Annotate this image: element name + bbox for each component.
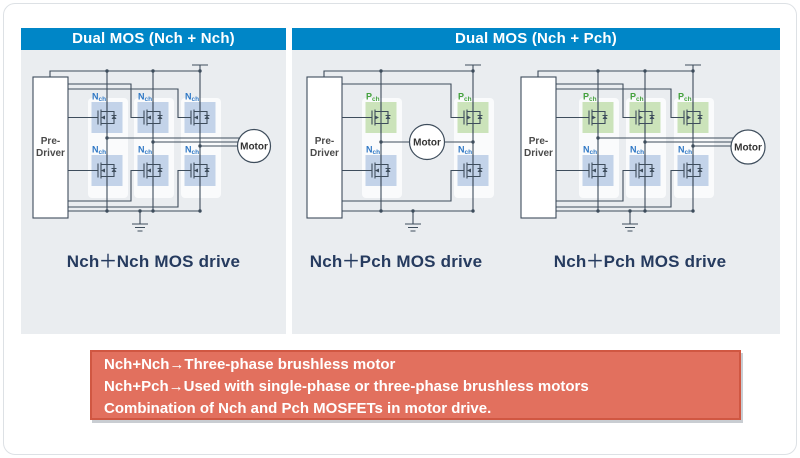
junction-dot [643, 69, 646, 72]
nch-label: Nch [92, 144, 107, 156]
junction-dot [138, 209, 141, 212]
circuit-caption: Nch＋Pch MOS drive [309, 252, 483, 271]
panel-body-nch-nch [21, 50, 286, 334]
junction-dot [105, 69, 108, 72]
junction-dot [471, 69, 474, 72]
nch-label: Nch [138, 144, 153, 156]
note-line: Nch+Nch→Three-phase brushless motor [104, 356, 396, 373]
nch-label: Nch [138, 91, 153, 103]
junction-dot [105, 209, 108, 212]
circuit-caption: Nch＋Nch MOS drive [66, 252, 241, 271]
motor-label: Motor [734, 142, 762, 154]
pre-driver-label: Pre- [40, 136, 61, 147]
nch-label: Nch [583, 144, 598, 156]
panel-body-nch-pch [292, 50, 780, 334]
pre-driver-label: Pre- [314, 136, 335, 147]
circuit-nch-nch-three-phase [21, 55, 286, 272]
note-line: Nch+Pch→Used with single-phase or three-phase brushless motors [104, 378, 589, 395]
junction-dot [643, 209, 646, 212]
junction-dot [198, 69, 201, 72]
circuit-nch-pch-three-phase [500, 55, 780, 272]
pre-driver-label: Pre- [528, 136, 549, 147]
panel-header-nch-pch: Dual MOS (Nch + Pch) [292, 28, 780, 50]
junction-dot [691, 209, 694, 212]
motor-label: Motor [413, 137, 441, 149]
nch-label: Nch [678, 144, 693, 156]
junction-dot [596, 209, 599, 212]
junction-dot [643, 140, 646, 143]
junction-dot [471, 209, 474, 212]
junction-dot [105, 136, 108, 139]
pre-driver-label: Driver [524, 148, 553, 159]
circuit-diagram [500, 55, 780, 245]
panel-nch-nch [21, 28, 286, 334]
junction-dot [151, 69, 154, 72]
junction-dot [198, 209, 201, 212]
pre-driver-label: Driver [310, 148, 339, 159]
junction-dot [379, 209, 382, 212]
circuit-diagram-host [21, 55, 286, 245]
circuit-diagram-host [500, 55, 780, 245]
nch-label: Nch [185, 144, 200, 156]
junction-dot [691, 69, 694, 72]
panel-header-nch-nch: Dual MOS (Nch + Nch) [21, 28, 286, 50]
nch-label: Nch [92, 91, 107, 103]
circuit-diagram [292, 55, 500, 245]
junction-dot [151, 209, 154, 212]
junction-dot [596, 136, 599, 139]
note-box [90, 350, 741, 420]
circuit-caption: Nch＋Pch MOS drive [553, 252, 727, 271]
junction-dot [411, 209, 414, 212]
nch-label: Nch [458, 144, 473, 156]
nch-label: Nch [366, 144, 381, 156]
note-line: Combination of Nch and Pch MOSFETs in motor drive. [104, 400, 492, 417]
pre-driver-label: Driver [36, 148, 65, 159]
circuit-diagram-host [292, 55, 500, 245]
pch-label: Pch [366, 91, 380, 103]
panel-nch-pch [292, 28, 780, 334]
junction-dot [151, 140, 154, 143]
junction-dot [628, 209, 631, 212]
junction-dot [379, 69, 382, 72]
circuit-nch-pch-single-phase [292, 55, 500, 272]
junction-dot [198, 144, 201, 147]
circuit-diagram [21, 55, 286, 245]
pch-label: Pch [583, 91, 597, 103]
pch-label: Pch [458, 91, 472, 103]
junction-dot [596, 69, 599, 72]
nch-label: Nch [185, 91, 200, 103]
panels-row [21, 28, 780, 334]
motor-label: Motor [240, 141, 268, 153]
pch-label: Pch [678, 91, 692, 103]
junction-dot [471, 140, 474, 143]
junction-dot [379, 140, 382, 143]
pch-label: Pch [630, 91, 644, 103]
junction-dot [691, 144, 694, 147]
nch-label: Nch [630, 144, 645, 156]
